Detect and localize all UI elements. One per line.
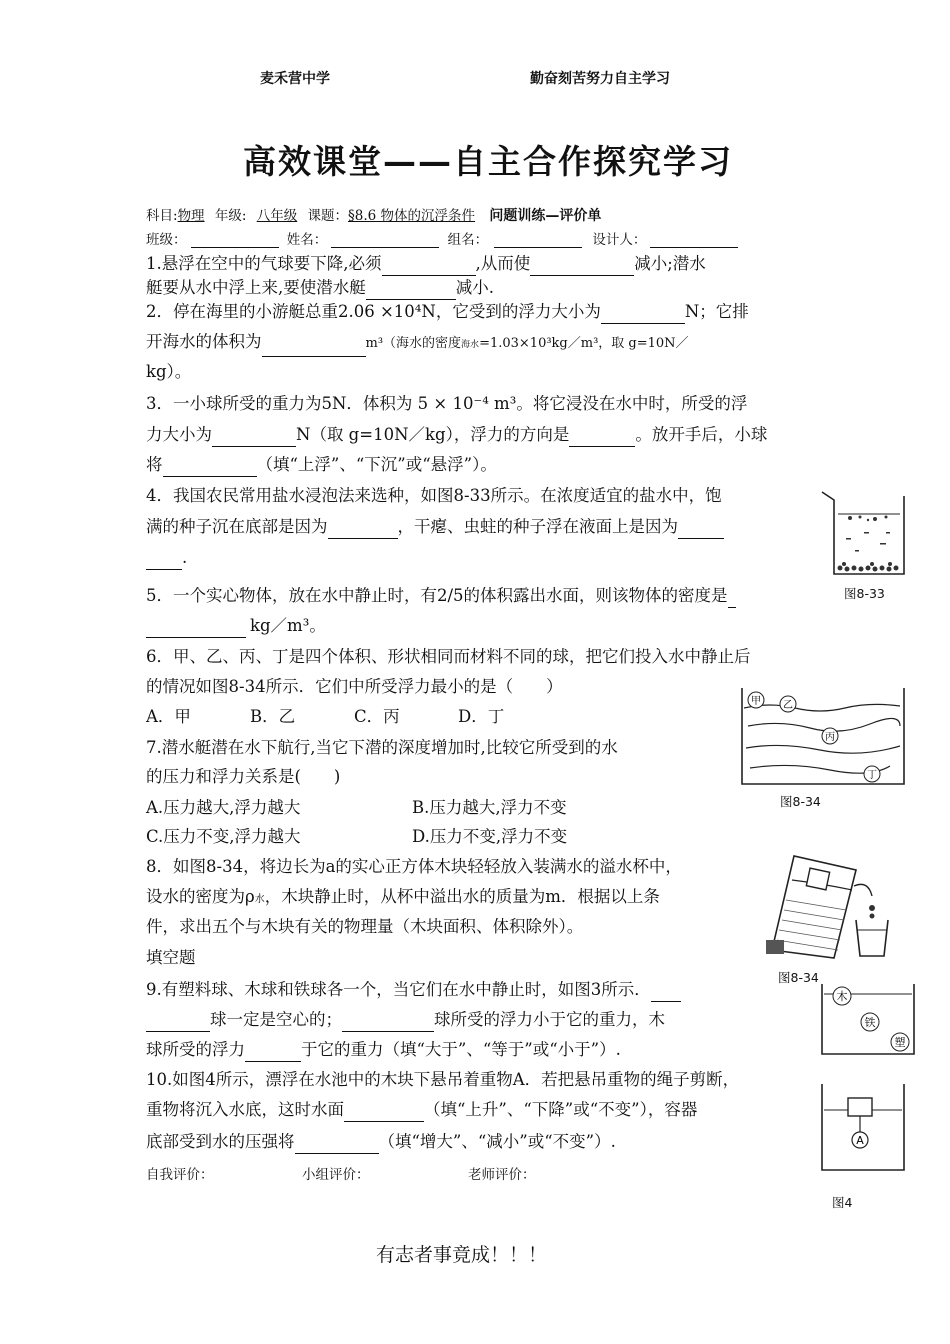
q4-blank-2[interactable] [678, 520, 724, 539]
figure-8-33-beaker [820, 488, 908, 580]
q3-line-2: 力大小为 N（取 g=10N／kg），浮力的方向是 。放开手后，小球 [146, 423, 767, 447]
q5-blank[interactable] [728, 589, 736, 608]
page-title: 高效课堂——自主合作探究学习 [243, 142, 733, 181]
designer-label: 设计人： [592, 232, 647, 248]
q3-blank-2[interactable] [569, 428, 635, 447]
q2-line-3: kg）。 [146, 362, 192, 381]
q4-line-3: . [146, 546, 187, 570]
school-name: 麦禾营中学 [260, 71, 330, 87]
q9-blank-1[interactable] [651, 983, 681, 1002]
grade-label: 年级: [214, 208, 247, 224]
q3-blank-1[interactable] [212, 428, 296, 447]
class-blank[interactable] [191, 229, 279, 248]
q9-blank-1-cont[interactable] [146, 1013, 210, 1032]
q10-line-1: 10.如图4所示，漂浮在水池中的木块下悬吊着重物A．若把悬吊重物的绳子剪断， [146, 1070, 740, 1089]
subject-value: 物理 [177, 208, 205, 224]
footer-motto: 有志者事竟成！！！ [376, 1244, 548, 1266]
q7-option-b[interactable]: B.压力越大,浮力不变 [412, 798, 567, 817]
q9-line-3: 球所受的浮力 于它的重力（填“大于”、“等于”或“小于”）. [146, 1038, 621, 1062]
q9-blank-3[interactable] [245, 1043, 301, 1062]
q3-line-1: 3．一小球所受的重力为5N．体积为 5 × 10⁻⁴ m³。将它浸没在水中时，所受的浮 [146, 394, 748, 413]
q6-option-d[interactable]: D．丁 [458, 707, 505, 726]
q1-line-2: 艇要从水中浮上来,要使潜水艇 减小. [146, 276, 494, 300]
q9-line-2: 球一定是空心的； 球所受的浮力小于它的重力，木 [146, 1008, 665, 1032]
q6-options [146, 705, 504, 729]
ball-label-ding: 丁 [867, 770, 877, 781]
q6-option-a[interactable]: A．甲 [146, 707, 191, 726]
ball-label-bing: 丙 [825, 732, 835, 743]
q4-line-1: 4．我国农民常用盐水浸泡法来选种，如图8-33所示。在浓度适宜的盐水中，饱 [146, 486, 722, 505]
q7-options-row-2 [146, 825, 567, 849]
q5-line-1: 5．一个实心物体，放在水中静止时，有2/5的体积露出水面，则该物体的密度是 [146, 584, 736, 608]
motto: 勤奋刻苦努力自主学习 [530, 71, 670, 87]
q10-blank-2[interactable] [295, 1135, 379, 1154]
q7-option-d[interactable]: D.压力不变,浮力不变 [412, 827, 568, 846]
evaluation-row [146, 1163, 536, 1183]
meta-row-1 [146, 204, 601, 225]
q4-blank-1[interactable] [328, 520, 398, 539]
q8-line-3: 件，求出五个与木块有关的物理量（木块面积、体积除外）。 [146, 917, 584, 936]
figure-8-33-caption: 图8-33 [844, 586, 885, 601]
figure-8-34-caption-2: 图8-34 [778, 970, 819, 985]
group-eval-label: 小组评价： [302, 1167, 370, 1183]
ball-label-plastic: 塑 [894, 1036, 906, 1049]
q10-blank-1[interactable] [344, 1103, 424, 1122]
figure-8-34-overflow-cup [764, 850, 892, 962]
q7-options-row-1 [146, 796, 567, 820]
q7-line-1: 7.潜水艇潜在水下航行,当它下潜的深度增加时,比较它所受到的水 [146, 738, 618, 757]
figure-4-container [820, 1082, 908, 1174]
q2-blank-1[interactable] [601, 305, 685, 324]
q1-blank-3[interactable] [366, 281, 456, 300]
class-label: 班级： [146, 232, 187, 248]
figure-4-caption: 图4 [832, 1195, 853, 1210]
figure-3-balls [820, 982, 918, 1058]
q7-option-a[interactable]: A.压力越大,浮力越大 [146, 798, 301, 817]
weight-a-label: A [856, 1134, 864, 1147]
ball-label-iron: 铁 [864, 1016, 876, 1029]
teacher-eval-label: 老师评价： [468, 1167, 536, 1183]
figure-8-34-caption-1: 图8-34 [780, 794, 821, 809]
subject-label: 科目: [146, 208, 178, 224]
q1-line-1: 1.悬浮在空中的气球要下降,必须 ,从而使 减小;潜水 [146, 252, 706, 276]
q7-option-c[interactable]: C.压力不变,浮力越大 [146, 827, 301, 846]
q1-blank-1[interactable] [382, 257, 476, 276]
grade-value: 八年级 [256, 208, 298, 224]
q5-line-2: kg／m³。 [146, 614, 326, 638]
q3-blank-3[interactable] [163, 458, 257, 477]
q2-blank-2[interactable] [262, 338, 366, 357]
group-blank[interactable] [494, 229, 582, 248]
q9-line-1: 9.有塑料球、木球和铁球各一个，当它们在水中静止时，如图3所示． [146, 978, 681, 1002]
ball-label-wood: 木 [836, 990, 848, 1003]
group-label: 组名： [447, 232, 489, 248]
q4-line-2: 满的种子沉在底部是因为 ，干瘪、虫蛀的种子浮在液面上是因为 [146, 515, 724, 539]
q6-line-2: 的情况如图8-34所示．它们中所受浮力最小的是（ ） [146, 677, 563, 696]
q6-line-1: 6．甲、乙、丙、丁是四个体积、形状相同而材料不同的球，把它们投入水中静止后 [146, 647, 751, 666]
q10-line-3: 底部受到水的压强将 （填“增大”、“减小”或“不变”）. [146, 1130, 616, 1154]
q6-option-c[interactable]: C．丙 [354, 707, 400, 726]
ball-label-yi: 乙 [783, 700, 793, 711]
designer-blank[interactable] [650, 229, 738, 248]
q5-blank-cont[interactable] [146, 619, 246, 638]
meta-row-2 [146, 228, 738, 248]
name-label: 姓名： [286, 232, 328, 248]
q10-line-2: 重物将沉入水底，这时水面 （填“上升”、“下降”或“不变”），容器 [146, 1098, 697, 1122]
q4-blank-2-cont[interactable] [146, 551, 182, 570]
q9-blank-2[interactable] [342, 1013, 434, 1032]
q3-line-3: 将 （填“上浮”、“下沉”或“悬浮”）。 [146, 453, 497, 477]
section-heading: 填空题 [146, 948, 196, 967]
topic-value: §8.6 物体的沉浮条件 [348, 208, 476, 224]
topic-label: 课题： [307, 208, 349, 224]
sheet-type: 问题训练—评价单 [489, 208, 602, 224]
q8-line-2: 设水的密度为ρ水，木块静止时，从杯中溢出水的质量为m．根据以上条 [146, 887, 660, 906]
ball-label-jia: 甲 [751, 696, 761, 707]
q7-line-2: 的压力和浮力关系是( ) [146, 767, 341, 786]
self-eval-label: 自我评价： [146, 1167, 214, 1183]
figure-8-34-balls [740, 686, 908, 788]
q8-line-1: 8．如图8-34，将边长为a的实心正方体木块轻轻放入装满水的溢水杯中， [146, 857, 682, 876]
q6-option-b[interactable]: B．乙 [250, 707, 296, 726]
name-blank[interactable] [331, 229, 439, 248]
q2-line-2: 开海水的体积为 m³（海水的密度海水=1.03×10³kg／m³，取 g=10N／ [146, 330, 689, 357]
q1-blank-2[interactable] [530, 257, 634, 276]
q2-line-1: 2．停在海里的小游艇总重2.06 ×10⁴N，它受到的浮力大小为 N；它排 [146, 300, 749, 324]
